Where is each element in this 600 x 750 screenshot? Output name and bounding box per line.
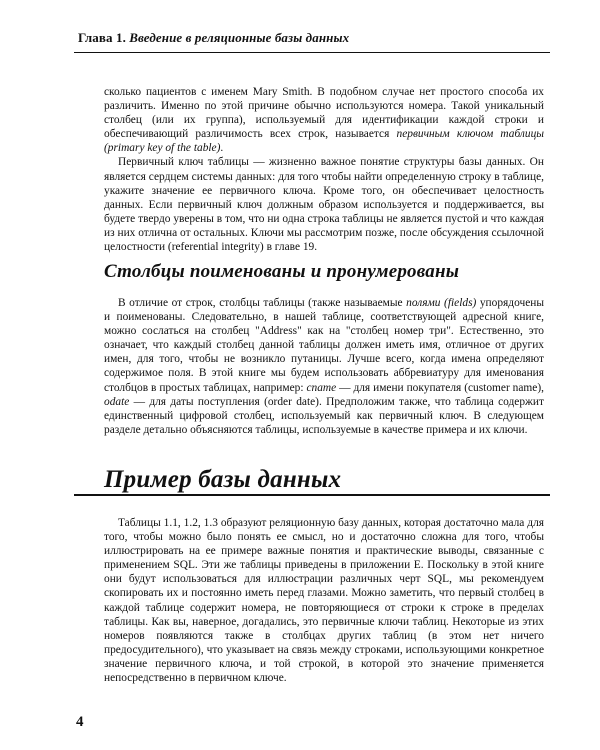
page-number: 4 [76,714,84,730]
text-run: упорядочены и поименованы. Следовательно, в нашей таблице, соответствующей адресной книге, можно сослаться на столбец "Address" как на "столбец номер три". Естественно, это означает, что каждый столбец данной таблицы должен иметь имя, отличное от других имен, для того, чтобы не возникло путаницы. Лучше всего, когда имена определяют содержимое поля. В этой книге мы будем использовать аббревиатуру для именования столбцов в простых таблицах, например: [104,297,545,394]
text-run: . [220,142,224,155]
column-name-cname: cname [306,381,337,394]
text-run: — для даты поступления (order date). Предположим также, что таблица содержит единственный цифровой столбец, используемый как первичный ключ. В следующем разделе детально объясняются таблицы, используемые в качестве примера и их ключи. [104,395,544,436]
header-rule [74,52,550,53]
chapter-number: Глава 1. [78,30,126,45]
paragraph-columns [104,296,544,437]
paragraph-example-database [104,516,544,685]
heading-rule [74,494,550,496]
paragraph [104,85,544,155]
column-name-odate: odate [104,395,130,408]
major-heading: Пример базы данных [104,466,342,493]
chapter-title: Введение в реляционные базы данных [129,30,350,45]
text-run: В отличие от строк, столбцы таблицы (также называемые [118,297,407,309]
text-run: сколько пациентов с именем Mary Smith. В подобном случае нет простого способа их различить. Именно по этой причине обычно используются номера. Такой уникальный столбец (или их группа), используемый для идентификации каждой строки и обеспечивающий различимость всех строк, называется [104,86,544,141]
term-fields: полями (fields) [406,297,477,309]
paragraph: Таблицы 1.1, 1.2, 1.3 образуют реляционную базу данных, которая достаточно мала для того, чтобы можно было понять ее смысл, но и достаточно сложна для того, чтобы иллюстрировать на ее примере важные понятия и практические выводы, связанные с применением SQL. Эти же таблицы приведены в приложении E. Поскольку в этой книге они будут использоваться для иллюстрации различных черт SQL, мы рекомендуем скопировать их и постоянно иметь перед глазами. Можно заметить, что первый столбец в каждой таблице содержит номера, не повторяющиеся от строки к строке в пределах таблицы. Как вы, наверное, догадались, это первичные ключи таблиц. Некоторые из этих номеров появляются также в столбцах других таблиц (в этом нет ничего предосудительного), что указывает на связь между строками, использующими конкретное значение первичного ключа, и той строкой, в которой это значение применяется непосредственно в первичном ключе. [104,517,544,685]
paragraph [104,296,544,437]
paragraph: Первичный ключ таблицы — жизненно важное понятие структуры базы данных. Он является сердцем системы данных: для того чтобы найти определенную строку в таблице, укажите значение ее первичного ключа. Кроме того, он обеспечивает целостность данных. Если первичный ключ должным образом используется и поддерживается, вы будете твердо уверены в том, что ни одна строка таблицы не является пустой и что каждая из них отлична от остальных. Ключи мы рассмотрим позже, после обсуждения ссылочной целостности (referential integrity) в главе 19. [104,156,544,254]
running-head [78,30,548,46]
term-primary-key: первичным ключом таблицы (primary key of the table) [104,128,544,155]
paragraphs-primary-key [104,85,544,254]
text-run: — для имени покупателя (customer name), [336,381,544,394]
section-heading: Столбцы поименованы и пронумерованы [104,261,460,282]
